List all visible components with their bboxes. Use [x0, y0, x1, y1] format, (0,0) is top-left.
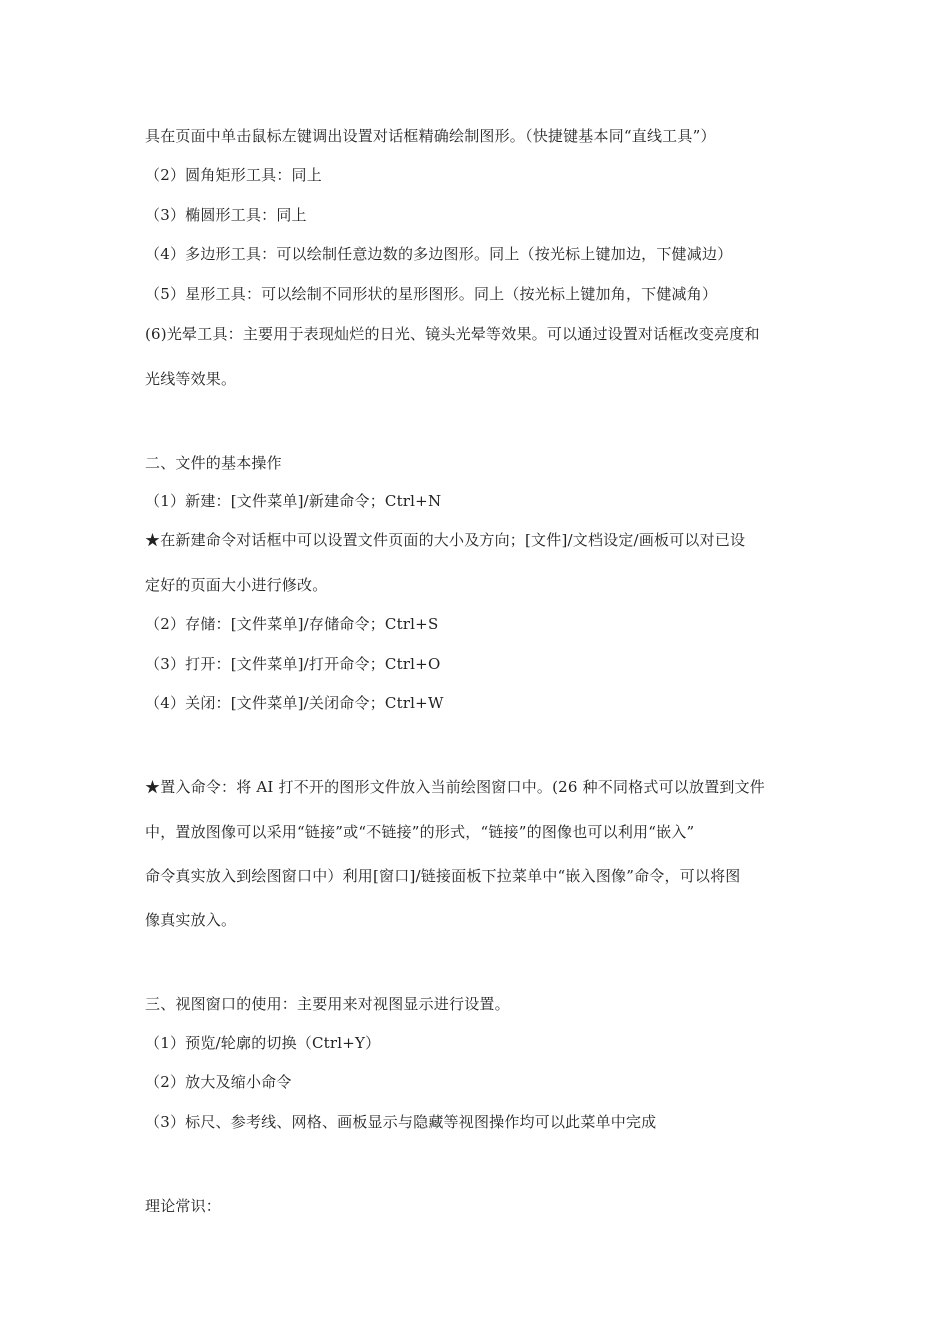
list-item-flare-tool: (6)光晕工具：主要用于表现灿烂的日光、镜头光晕等效果。可以通过设置对话框改变亮度和 [145, 325, 760, 343]
list-item-rounded-rect-tool: （2）圆角矩形工具：同上 [145, 166, 322, 184]
section-heading-file-operations: 二、文件的基本操作 [145, 454, 282, 472]
section-heading-view-window: 三、视图窗口的使用：主要用来对视图显示进行设置。 [145, 995, 510, 1013]
note-line: 定好的页面大小进行修改。 [145, 576, 328, 594]
paragraph-line: 光线等效果。 [145, 370, 237, 388]
list-item-ellipse-tool: （3）椭圆形工具：同上 [145, 206, 307, 224]
list-item-preview-outline: （1）预览/轮廓的切换（Ctrl+Y） [145, 1034, 381, 1052]
list-item-save: （2）存储：[文件菜单]/存储命令；Ctrl+S [145, 615, 439, 633]
list-item-new: （1）新建：[文件菜单]/新建命令；Ctrl+N [145, 492, 442, 510]
list-item-close: （4）关闭：[文件菜单]/关闭命令；Ctrl+W [145, 694, 444, 712]
list-item-rulers-guides: （3）标尺、参考线、网格、画板显示与隐藏等视图操作均可以此菜单中完成 [145, 1113, 657, 1131]
paragraph-line: 具在页面中单击鼠标左键调出设置对话框精确绘制图形。（快捷键基本同“直线工具”） [145, 127, 716, 145]
section-heading-theory: 理论常识： [145, 1197, 222, 1215]
list-item-zoom: （2）放大及缩小命令 [145, 1073, 292, 1091]
note-line: 中，置放图像可以采用“链接”或“不链接”的形式，“链接”的图像也可以利用“嵌入” [145, 823, 695, 841]
note-line: ★在新建命令对话框中可以设置文件页面的大小及方向；[文件]/文档设定/画板可以对已设 [145, 531, 746, 549]
note-line: 像真实放入。 [145, 911, 237, 929]
list-item-star-tool: （5）星形工具：可以绘制不同形状的星形图形。同上（按光标上键加角，下健减角） [145, 285, 718, 303]
list-item-polygon-tool: （4）多边形工具：可以绘制任意边数的多边图形。同上（按光标上键加边，下健减边） [145, 245, 733, 263]
note-line: ★置入命令：将 AI 打不开的图形文件放入当前绘图窗口中。(26 种不同格式可以放置到文件 [145, 778, 766, 796]
list-item-open: （3）打开：[文件菜单]/打开命令；Ctrl+O [145, 655, 441, 673]
note-line: 命令真实放入到绘图窗口中）利用[窗口]/链接面板下拉菜单中“嵌入图像”命令，可以将图 [145, 867, 741, 885]
